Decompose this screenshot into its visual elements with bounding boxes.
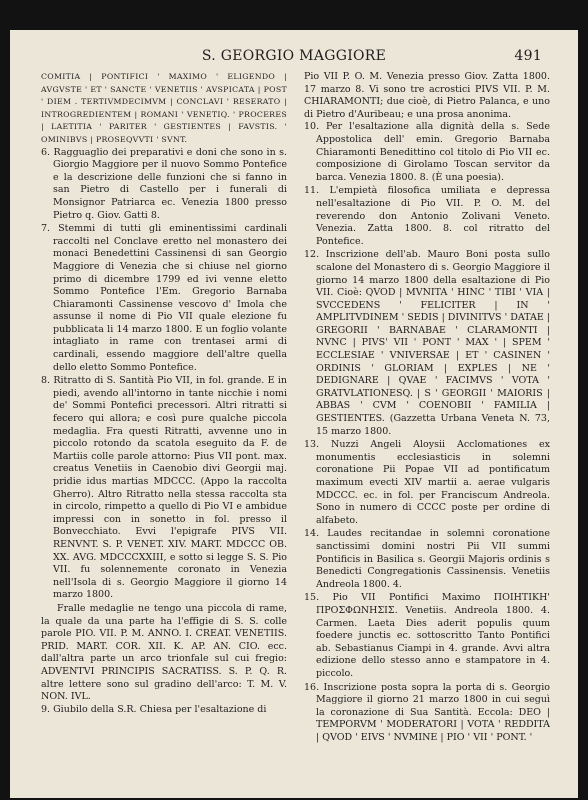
catalog-entry: 15. Pio VII Pontifici Maximo ΠΟΙΗΤΙΚΗ' ΠΡΟΣΦΩΝΗΣΙΣ. Venetiis. Andreola 1800. 4. Carmen. Laeta Dies aderit populis quum foedere junctis ec. sottoscritto Tanto Pontifici ab. Sebastianus Ciampi in 4. grande. Avvi altra edizione dello stesso anno e stampatore in 4. piccolo. (304, 592, 550, 679)
catalog-entry: Fralle medaglie ne tengo una piccola di rame, la quale da una parte ha l'effigie di S. S. colle parole PIO. VII. P. M. ANNO. I. CREAT. VENETIIS. PRID. MART. COR. XII. K. AP. AN. CIO. ecc. dall'altra parte un arco trionfale sul cui fregio: ADVENTVI PRINCIPIS SACRATISS. S. P. Q. R. altre lettere sono sul gradino dell'arco: T. M. V. NON. IVL. (41, 602, 287, 703)
catalog-entry: 16. Inscrizione posta sopra la porta di s. Georgio Maggiore il giorno 21 marzo 1800 in cui seguì la coronazione di Sua Santità. Eccola: DEO | TEMPORVM ' MODERATORI | VOTA ' REDDITA | QVOD ' EIVS ' NVMINE | PIO ' VII ' PONT. ' (304, 681, 550, 743)
catalog-entry: 10. Per l'esaltazione alla dignità della s. Sede Appostolica dell' emin. Gregorio Barnaba Chiaramonti Benedittino col titolo di Pio VII ec. composizione di Girolamo Toscan servitor da barca. Venezia 1800. 8. (È una poesia). (304, 121, 550, 183)
catalog-entry: 8. Ritratto di S. Santità Pio VII, in fol. grande. E in piedi, avendo all'intorno in tante nicchie i nomi de' Sommi Pontefici precessori. Altri ritratti si fecero qui allora; e così pure qualche piccola medaglia. Fra questi Ritratti, avvenne uno in piccolo rotondo da scatola eseguito da F. de Martiis colle parole attorno: Pius VII pont. max. creatus Venetiis in Caenobio divi Georgii maj. pridie idus martias MDCCC. (Appo la raccolta Gherro). Altro Ritratto nella stessa raccolta sta in circolo, rimpetto a quello di Pio VI e ambidue impressi con in sonetto in fol. presso il Bonvecchiato. Evvi l'epigrafe PIVS VII. RENVNT. S. P. VENET. XIV. MART. MDCCC OB. XX. AVG. MDCCCXXIII, e sotto si legge S. S. Pio VII. fu solennemente coronato in Venezia nell'Isola di s. Georgio Maggiore il giorno 14 marzo 1800. (41, 375, 287, 601)
catalog-entry: 7. Stemmi di tutti gli eminentissimi cardinali raccolti nel Conclave eretto nel monastero dei monaci Benedettini Cassinensi di san Georgio Maggiore di Venezia che si chiuse nel giorno primo di dicembre 1799 ed ivi venne eletto Sommo Pontefice l'Em. Gregorio Barnaba Chiaramonti Cassinense vescovo d' Imola che assunse il nome di Pio VII quale elezione fu pubblicata li 14 marzo 1800. E un foglio volante intagliato in rame con trentasei armi di cardinali, essendo maggiore dell'altre quella dello eletto Sommo Pontefice. (41, 223, 287, 373)
catalog-entry: 13. Nuzzi Angeli Aloysii Acclomationes ex monumentis ecclesiasticis in solemni coronatione Pii Popae VII ad pontificatum maximum evecti XIV martii a. aerae vulgaris MDCCC. ec. in fol. per Franciscum Andreola. Sono in numero di CCCC poste per ordine di alfabeto. (304, 439, 550, 526)
catalog-entry: COMITIA | PONTIFICI ' MAXIMO ' ELIGENDO | AVGVSTE ' ET ' SANCTE ' VENETIIS ' AVSPICATA | POST ' DIEM . TERTIVMDECIMVM | CONCLAVI ' RESERATO | INTROGREDIENTEM | ROMANI ' VENETIQ. ' PROCERES | LAETITIA ' PARITER ' GESTIENTES | FAVSTIS. ' OMINIBVS | PROSEQVVTI ' SVNT. (41, 72, 287, 144)
catalog-entry: 12. Inscrizione dell'ab. Mauro Boni posta sullo scalone del Monastero di s. Georgio Maggiore il giorno 14 marzo 1800 della esaltazione di Pio VII. Cioè: QVOD | MVNITA ' HINC ' TIBI ' VIA | SVCCEDENS ' FELICITER | IN ' AMPLITVDINEM ' SEDIS | DIVINITVS ' DATAE | GREGORII ' BARNABAE ' CLARAMONTI | NVNC | PIVS' VII ' PONT ' MAX ' | SPEM ' ECCLESIAE ' VNIVERSAE | ET ' CASINEN ' ORDINIS ' GLORIAM | EXPLES | NE ' DEDIGNARE | QVAE ' FACIMVS ' VOTA ' GRATVLATIONESQ. | S ' GEORGII ' MAIORIS | ABBAS ' CVM ' COENOBII ' FAMILIA | GESTIENTES. (Gazzetta Urbana Veneta N. 73, 15 marzo 1800. (304, 249, 550, 437)
left-column (41, 71, 287, 717)
page-number: 491 (514, 48, 542, 64)
catalog-entry: 6. Ragguaglio dei preparativi e doni che sono in s. Giorgio Maggiore per il nuovo Sommo Pontefice e la descrizione delle funzioni che si fanno in san Pietro di Castello per i funerali di Monsignor Patriarca ec. Venezia 1800 presso Pietro q. Giov. Gatti 8. (41, 146, 287, 221)
catalog-entry: 14. Laudes recitandae in solemni coronatione sanctissimi domini nostri Pii VII summi Pontificis in Basilica s. Georgii Majoris ordinis s Benedicti Congregationis Cassinensis. Venetiis Andreola 1800. 4. (304, 528, 550, 590)
right-column (304, 71, 550, 745)
running-title: S. GEORGIO MAGGIORE (201, 48, 387, 64)
catalog-entry: 11. L'empietà filosofica umiliata e depressa nell'esaltazione di Pio VII. P. O. M. del reverendo don Antonio Zolivani Veneto. Venezia. Zatta 1800. 8. col ritratto del Pontefice. (304, 185, 550, 247)
page-header (10, 48, 578, 66)
catalog-entry: 9. Giubilo della S.R. Chiesa per l'esaltazione di (41, 703, 267, 715)
book-page (10, 30, 578, 798)
catalog-entry: Pio VII P. O. M. Venezia presso Giov. Zatta 1800. 17 marzo 8. Vi sono tre acrostici PIVS VII. P. M. CHIARAMONTI; due cioè, di Pietro Palanca, e uno di Pietro d'Auribeau; e una prosa anonima. (304, 71, 550, 120)
